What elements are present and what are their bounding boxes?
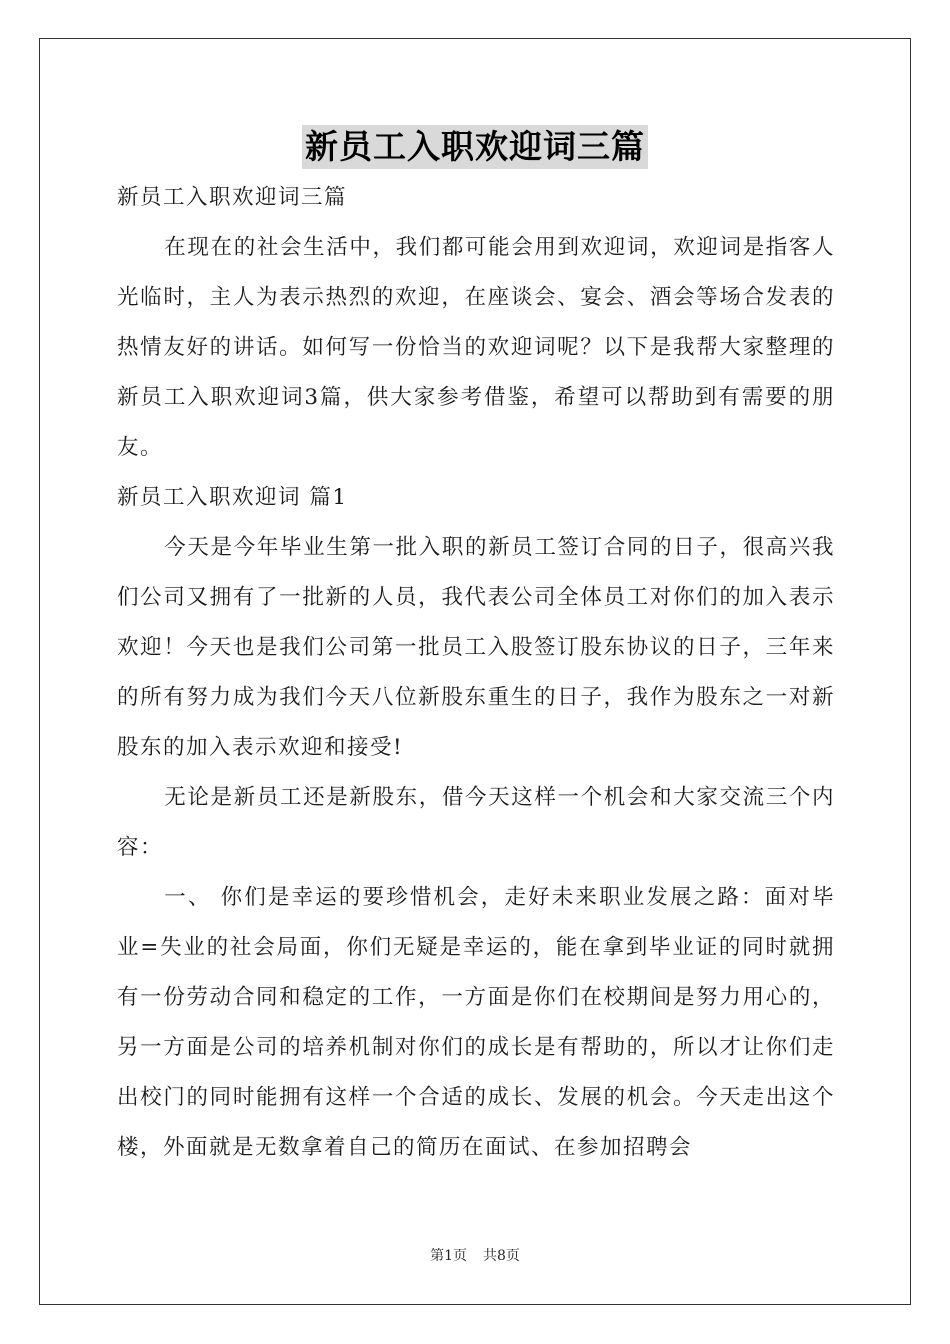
title-wrap (0, 125, 950, 169)
page-number: 第1页 (430, 1248, 467, 1264)
page-footer (0, 1246, 950, 1266)
document-title: 新员工入职欢迎词三篇 (302, 125, 648, 169)
paragraph-intro: 在现在的社会生活中，我们都可能会用到欢迎词，欢迎词是指客人光临时，主人为表示热烈的欢迎，在座谈会、宴会、酒会等场合发表的热情友好的讲话。如何写一份恰当的欢迎词呢？以下是我帮大家整理的新员工入职欢迎词3篇，供大家参考借鉴，希望可以帮助到有需要的朋友。 (117, 235, 835, 460)
paragraph-section-heading: 新员工入职欢迎词 篇1 (117, 485, 348, 510)
paragraph-body-3: 一、 你们是幸运的要珍惜机会，走好未来职业发展之路：面对毕业=失业的社会局面，你们无疑是幸运的，能在拿到毕业证的同时就拥有一份劳动合同和稳定的工作，一方面是你们在校期间是努力用心的，另一方面是公司的培养机制对你们的成长是有帮助的，所以才让你们走出校门的同时能拥有这样一个合适的成长、发展的机会。今天走出这个楼，外面就是无数拿着自己的简历在面试、在参加招聘会 (117, 885, 835, 1160)
document-body (117, 173, 835, 1173)
paragraph-subtitle: 新员工入职欢迎词三篇 (117, 185, 348, 210)
page-total: 共8页 (483, 1248, 520, 1264)
paragraph-body-1: 今天是今年毕业生第一批入职的新员工签订合同的日子，很高兴我们公司又拥有了一批新的人员，我代表公司全体员工对你们的加入表示欢迎！今天也是我们公司第一批员工入股签订股东协议的日子，三年来的所有努力成为我们今天八位新股东重生的日子，我作为股东之一对新股东的加入表示欢迎和接受! (117, 535, 835, 760)
paragraph-body-2: 无论是新员工还是新股东，借今天这样一个机会和大家交流三个内容： (117, 785, 835, 860)
